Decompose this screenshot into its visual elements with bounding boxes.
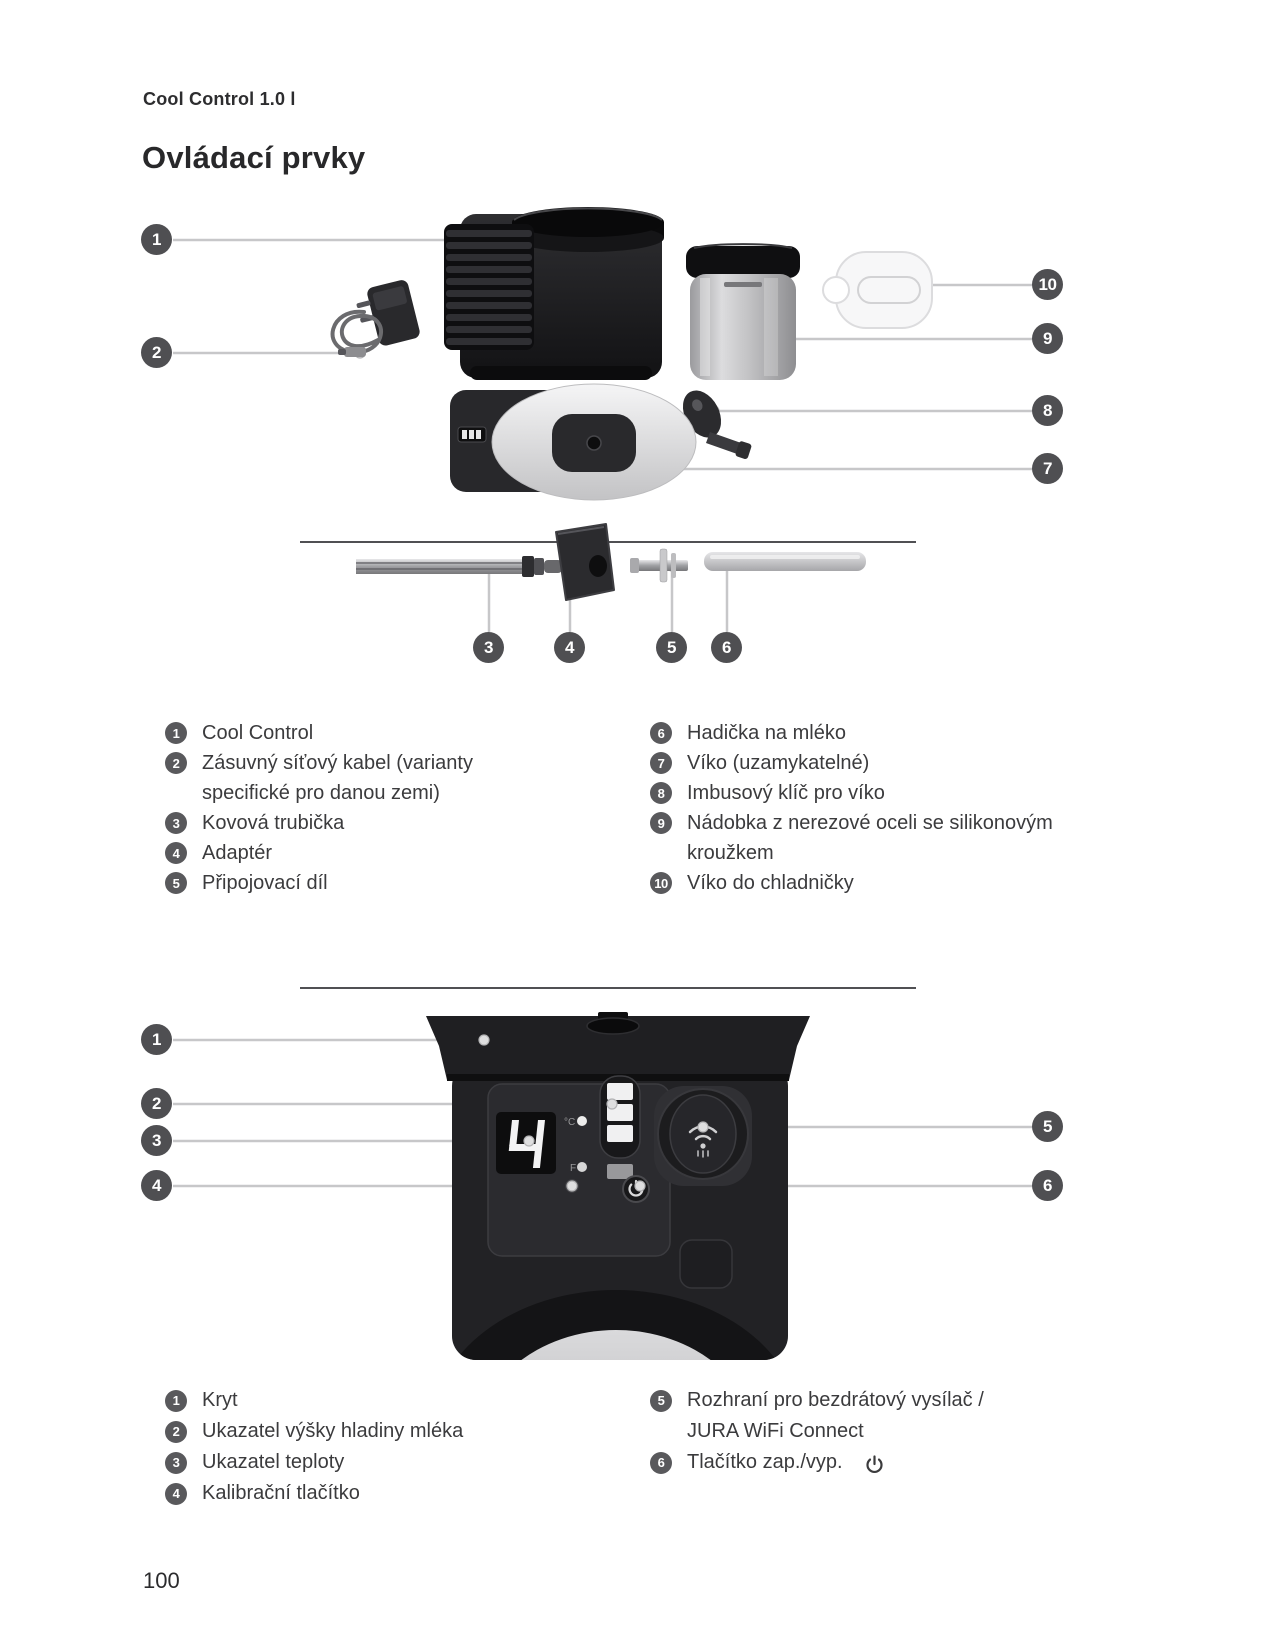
document-header: Cool Control 1.0 l [143, 89, 296, 109]
legend-item-4: 4 Adaptér [165, 838, 473, 868]
callout2-1: 1 [141, 1024, 172, 1055]
legend-badge-1: 1 [165, 722, 187, 744]
legend-badge-6: 6 [650, 722, 672, 744]
legend2-badge-4: 4 [165, 1483, 187, 1505]
callout-4: 4 [554, 632, 585, 663]
legend2-item-6: 6 Tlačítko zap./vyp. [650, 1447, 984, 1478]
legend-badge-5: 5 [165, 872, 187, 894]
callout-5: 5 [656, 632, 687, 663]
legend-item-2-cont: specifické pro danou zemi) [202, 781, 440, 804]
legend-item-9: 9 Nádobka z nerezové oceli se silikonovým [650, 808, 1053, 838]
lockable-lid-illustration [450, 384, 696, 500]
callout2-5: 5 [1032, 1111, 1063, 1142]
legend1-left-column [165, 718, 473, 898]
callout-6: 6 [711, 632, 742, 663]
legend-item-9-cont: kroužkem [687, 841, 774, 864]
legend2-badge-6: 6 [650, 1452, 672, 1474]
legend-badge-8: 8 [650, 782, 672, 804]
legend-item-1: 1 Cool Control [165, 718, 473, 748]
callout-9: 9 [1032, 323, 1063, 354]
fahrenheit-indicator-dot [577, 1162, 587, 1172]
legend2-item-5-cont: JURA WiFi Connect [687, 1420, 864, 1442]
fridge-lid-illustration [823, 252, 932, 328]
steel-container-illustration [686, 244, 800, 380]
legend2-item-4: 4 Kalibrační tlačítko [165, 1478, 463, 1509]
legend-item-5: 5 Připojovací díl [165, 868, 473, 898]
callout2-2: 2 [141, 1088, 172, 1119]
page-title: Ovládací prvky [142, 140, 366, 175]
callout-3: 3 [473, 632, 504, 663]
legend-badge-3: 3 [165, 812, 187, 834]
power-icon [865, 1455, 884, 1474]
callout-10: 10 [1032, 269, 1063, 300]
callout-1: 1 [141, 224, 172, 255]
legend-item-7: 7 Víko (uzamykatelné) [650, 748, 1053, 778]
legend-badge-4: 4 [165, 842, 187, 864]
legend2-right-column [650, 1385, 984, 1478]
metal-tube-illustration [356, 556, 562, 577]
legend-item-3: 3 Kovová trubička [165, 808, 473, 838]
page-number: 100 [143, 1568, 180, 1593]
legend-item-10: 10 Víko do chladničky [650, 868, 1053, 898]
callout2-4: 4 [141, 1170, 172, 1201]
legend-badge-10: 10 [650, 872, 672, 894]
fahrenheit-label: F [570, 1163, 577, 1174]
legend1-right-column [650, 718, 1053, 898]
legend2-item-3: 3 Ukazatel teploty [165, 1447, 463, 1478]
celsius-label: °C [564, 1117, 576, 1128]
power-cable-illustration [333, 279, 422, 357]
legend2-badge-1: 1 [165, 1390, 187, 1412]
callout2-3: 3 [141, 1125, 172, 1156]
callout2-6: 6 [1032, 1170, 1063, 1201]
callout-2: 2 [141, 337, 172, 368]
legend-item-6: 6 Hadička na mléko [650, 718, 1053, 748]
top-view-illustration [426, 1012, 810, 1570]
legend2-badge-5: 5 [650, 1390, 672, 1412]
legend-item-2: 2 Zásuvný síťový kabel (varianty [165, 748, 473, 778]
connector-piece-illustration [630, 549, 688, 582]
legend2-item-2: 2 Ukazatel výšky hladiny mléka [165, 1416, 463, 1447]
legend2-badge-2: 2 [165, 1421, 187, 1443]
legend-badge-2: 2 [165, 752, 187, 774]
cover-illustration [426, 1012, 810, 1081]
milk-hose-illustration [704, 552, 866, 571]
legend-badge-7: 7 [650, 752, 672, 774]
callout-7: 7 [1032, 453, 1063, 484]
cool-control-illustration [444, 207, 664, 380]
legend-badge-9: 9 [650, 812, 672, 834]
callout-8: 8 [1032, 395, 1063, 426]
celsius-indicator-dot [577, 1116, 587, 1126]
legend2-left-column [165, 1385, 463, 1509]
legend2-item-1: 1 Kryt [165, 1385, 463, 1416]
legend-item-8: 8 Imbusový klíč pro víko [650, 778, 1053, 808]
adapter-illustration [556, 524, 614, 600]
legend2-badge-3: 3 [165, 1452, 187, 1474]
legend2-item-5: 5 Rozhraní pro bezdrátový vysílač / [650, 1385, 984, 1416]
